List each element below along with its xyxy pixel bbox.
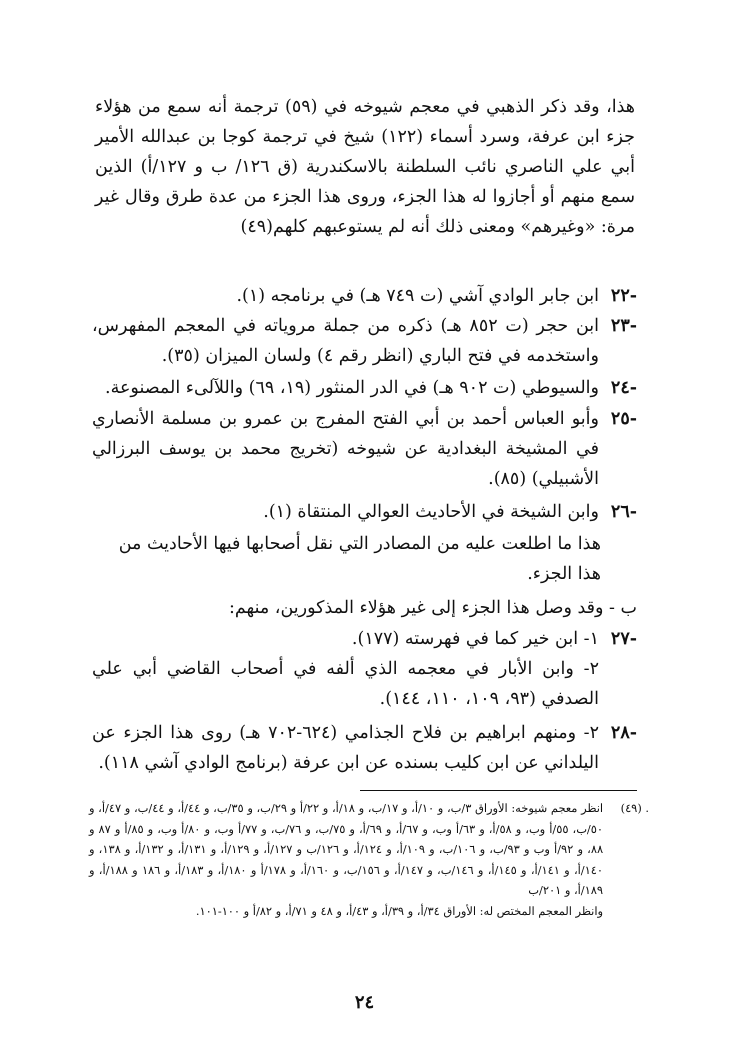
footnote-separator (360, 790, 637, 791)
item-number: -٢٧ (610, 629, 637, 649)
footnote-text: انظر معجم شيوخه: الأوراق ٣/ب، و ١٠/أ، و ١٧/ب، و ١٨/أ، و ٢٢/أ و ٢٩/ب، و ٣٥/ب، و ٤٤/أ، و ٤٤/ب، و ٤٧/أ، و ٥٠/ب، ٥٥/أ وب، و ٥٨/أ، و ٦٣/أ وب، و ٦٧/أ، و ٦٩/أ، و ٧٥/ب، و ٧٦/ب، و ٧٧/أ وب، و ٨٠/أ وب، و ٨٥/أ و ٨٧ و ٨٨، و ٩٢/أ وب و ٩٣/ب، و ١٠٦/ب، و ١٠٩/أ، و ١٢٤/أ، و ١٢٦/ب و ١٢٧/أ، و ١٢٩/أ، و ١٣١/أ، و ١٣٢/أ، و ١٣٨، و ١٤٠/أ، و ١٤١/أ، و ١٤٥/أ، و ١٤٦/ب، و ١٤٧/أ، و ١٥٦/ب، و ١٦٠/أ، و ١٧٨/أ و ١٨٠/أ، و ١٨٣/أ، و ١٨٦ و ١٨٨/أ، و ١٨٩/أ، و ٢٠١/ب (89, 801, 604, 897)
item-text-line1: ١- ابن خير كما في فهرسته (١٧٧). (351, 629, 599, 649)
item-number: -٢٤ (610, 378, 637, 398)
footnote-extra: وانظر المعجم المختص له: الأوراق ٣٤/أ، و ٣٩/أ، و ٤٣/أ، و ٤٨ و ٧١/أ، و ٨٢/أ و ١٠٠-١٠١. (195, 903, 603, 918)
item-number: -٢٣ (610, 316, 637, 336)
item-number: -٢٦ (610, 502, 637, 522)
list-item (92, 624, 637, 714)
intro-paragraph: هذا، وقد ذكر الذهبي في معجم شيوخه في (٥٩) ترجمة أنه سمع من هؤلاء جزء ابن عرفة، وسرد أسماء (١٢٢) شيخ في ترجمة كوجا بن عبدالله الأمير أبي علي الناصري نائب السلطنة بالاسكندرية (ق ١٢٦/ ب و ١٢٧/أ) الذين سمع منهم أو أجازوا له هذا الجزء، وروى هذا الجزء من عدة طرق وقال غير مرة: «وغيرهم» ومعنى ذلك أنه لم يستوعبهم كلهم(٤٩) (95, 97, 636, 237)
item-text: وأبو العباس أحمد بن أبي الفتح المفرج بن عمرو بن مسلمة الأنصاري في المشيخة البغدادية عن شيوخه (تخريج محمد بن يوسف البرزالي الأشبيلي) (٨٥). (92, 409, 599, 489)
list-item (92, 497, 637, 527)
footnote-mark: . (٤٩) (620, 801, 649, 815)
item-text: وابن الشيخة في الأحاديث العوالي المنتقاة (١). (263, 502, 599, 522)
item-text: والسيوطي (ت ٩٠٢ هـ) في الدر المنثور (١٩، ٦٩) واللآلىء المصنوعة. (105, 378, 599, 398)
item-text: ٢- ومنهم ابراهيم بن فلاح الجذامي (٦٢٤-٧٠٢ هـ) روى هذا الجزء عن اليلداني عن ابن كليب بسنده عن ابن عرفة (برنامج الوادي آشي ١١٨). (92, 723, 599, 773)
section-b-heading: ب - وقد وصل هذا الجزء إلى غير هؤلاء المذكورين، منهم: (228, 598, 637, 618)
page-number: ٢٤ (354, 992, 375, 1013)
summary-paragraph: هذا ما اطلعت عليه من المصادر التي نقل أصحابها فيها الأحاديث من هذا الجزء. (118, 534, 601, 584)
footnote (89, 798, 649, 921)
list-item (92, 718, 637, 778)
list-item (92, 311, 637, 371)
item-text: ابن جابر الوادي آشي (ت ٧٤٩ هـ) في برنامجه (١). (236, 286, 599, 306)
list-item (92, 281, 637, 311)
item-number: -٢٢ (610, 286, 637, 306)
list-item (92, 373, 637, 403)
item-text-line2: ٢- وابن الأبار في معجمه الذي ألفه في أصحاب القاضي أبي علي الصدفي (٩٣، ١٠٩، ١١٠، ١٤٤). (92, 659, 599, 709)
item-number: -٢٥ (610, 409, 637, 429)
item-number: -٢٨ (610, 723, 637, 743)
item-text: ابن حجر (ت ٨٥٢ هـ) ذكره من جملة مروياته في المعجم المفهرس، واستخدمه في فتح الباري (انظر رقم ٤) ولسان الميزان (٣٥). (92, 316, 599, 366)
list-item (92, 404, 637, 494)
